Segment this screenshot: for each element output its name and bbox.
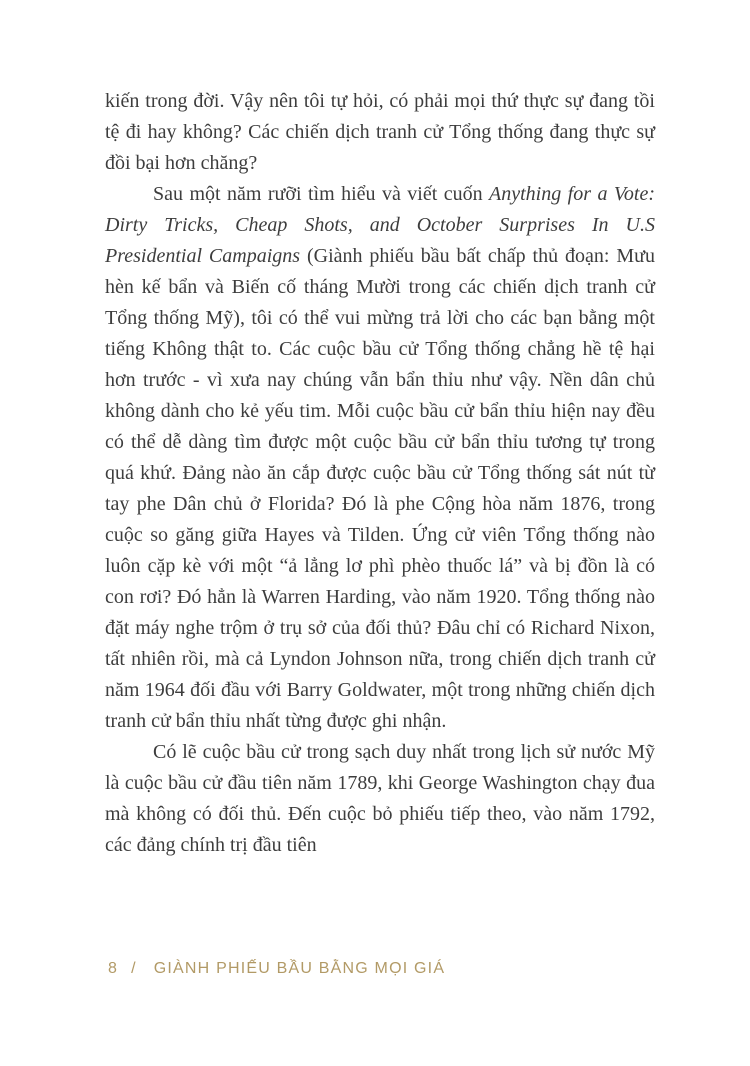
footer-separator: /	[131, 960, 137, 977]
text-run: Sau một năm rưỡi tìm hiểu và viết cuốn	[153, 183, 490, 205]
text-run: (Giành phiếu bầu bất chấp thủ đoạn: Mưu hèn kế bẩn và Biến cố tháng Mười trong các chiến dịch tranh cử Tổng thống Mỹ), tôi có thể vui mừng trả lời cho các bạn bằng một tiếng Không thật to. Các cuộc bầu cử Tổng thống chẳng hề tệ hại hơn trước - vì xưa nay chúng vẫn bẩn thỉu như vậy. Nền dân chủ không dành cho kẻ yếu tim. Mỗi cuộc bầu cử bẩn thỉu hiện nay đều có thể dễ dàng tìm được một cuộc bầu cử bẩn thỉu tương tự trong quá khứ. Đảng nào ăn cắp được cuộc bầu cử Tổng thống sát nút từ tay phe Dân chủ ở Florida? Đó là phe Cộng hòa năm 1876, trong cuộc so găng giữa Hayes và Tilden. Ứng cử viên Tổng thống nào luôn cặp kè với một “ả lẳng lơ phì phèo thuốc lá” và bị đồn là có con rơi? Đó hẳn là Warren Harding, vào năm 1920. Tổng thống nào đặt máy nghe trộm ở trụ sở của đối thủ? Đâu chỉ có Richard Nixon, tất nhiên rồi, mà cả Lyndon Johnson nữa, trong chiến dịch tranh cử năm 1964 đối đầu với Barry Goldwater, một trong những chiến dịch tranh cử bẩn thỉu nhất từng được ghi nhận.	[105, 245, 655, 732]
italic-text-run: Anything for a Vote: Dirty Tricks, Cheap Shots, and October Surprises In U.S Presidential Campaigns	[105, 183, 656, 267]
paragraph	[105, 86, 655, 179]
paragraph	[105, 737, 655, 861]
footer-page-number: 8	[108, 960, 119, 977]
text-run: Có lẽ cuộc bầu cử trong sạch duy nhất trong lịch sử nước Mỹ là cuộc bầu cử đầu tiên năm 1789, khi George Washington chạy đua mà không có đối thủ. Đến cuộc bỏ phiếu tiếp theo, vào năm 1792, các đảng chính trị đầu tiên	[105, 741, 655, 856]
page-footer	[108, 960, 445, 978]
footer-book-title: GIÀNH PHIẾU BẦU BẰNG MỌI GIÁ	[153, 960, 446, 977]
text-body	[105, 86, 655, 861]
text-run: kiến trong đời. Vậy nên tôi tự hỏi, có phải mọi thứ thực sự đang tồi tệ đi hay không? Các chiến dịch tranh cử Tổng thống đang thực sự đồi bại hơn chăng?	[105, 90, 655, 174]
paragraph	[105, 179, 655, 737]
